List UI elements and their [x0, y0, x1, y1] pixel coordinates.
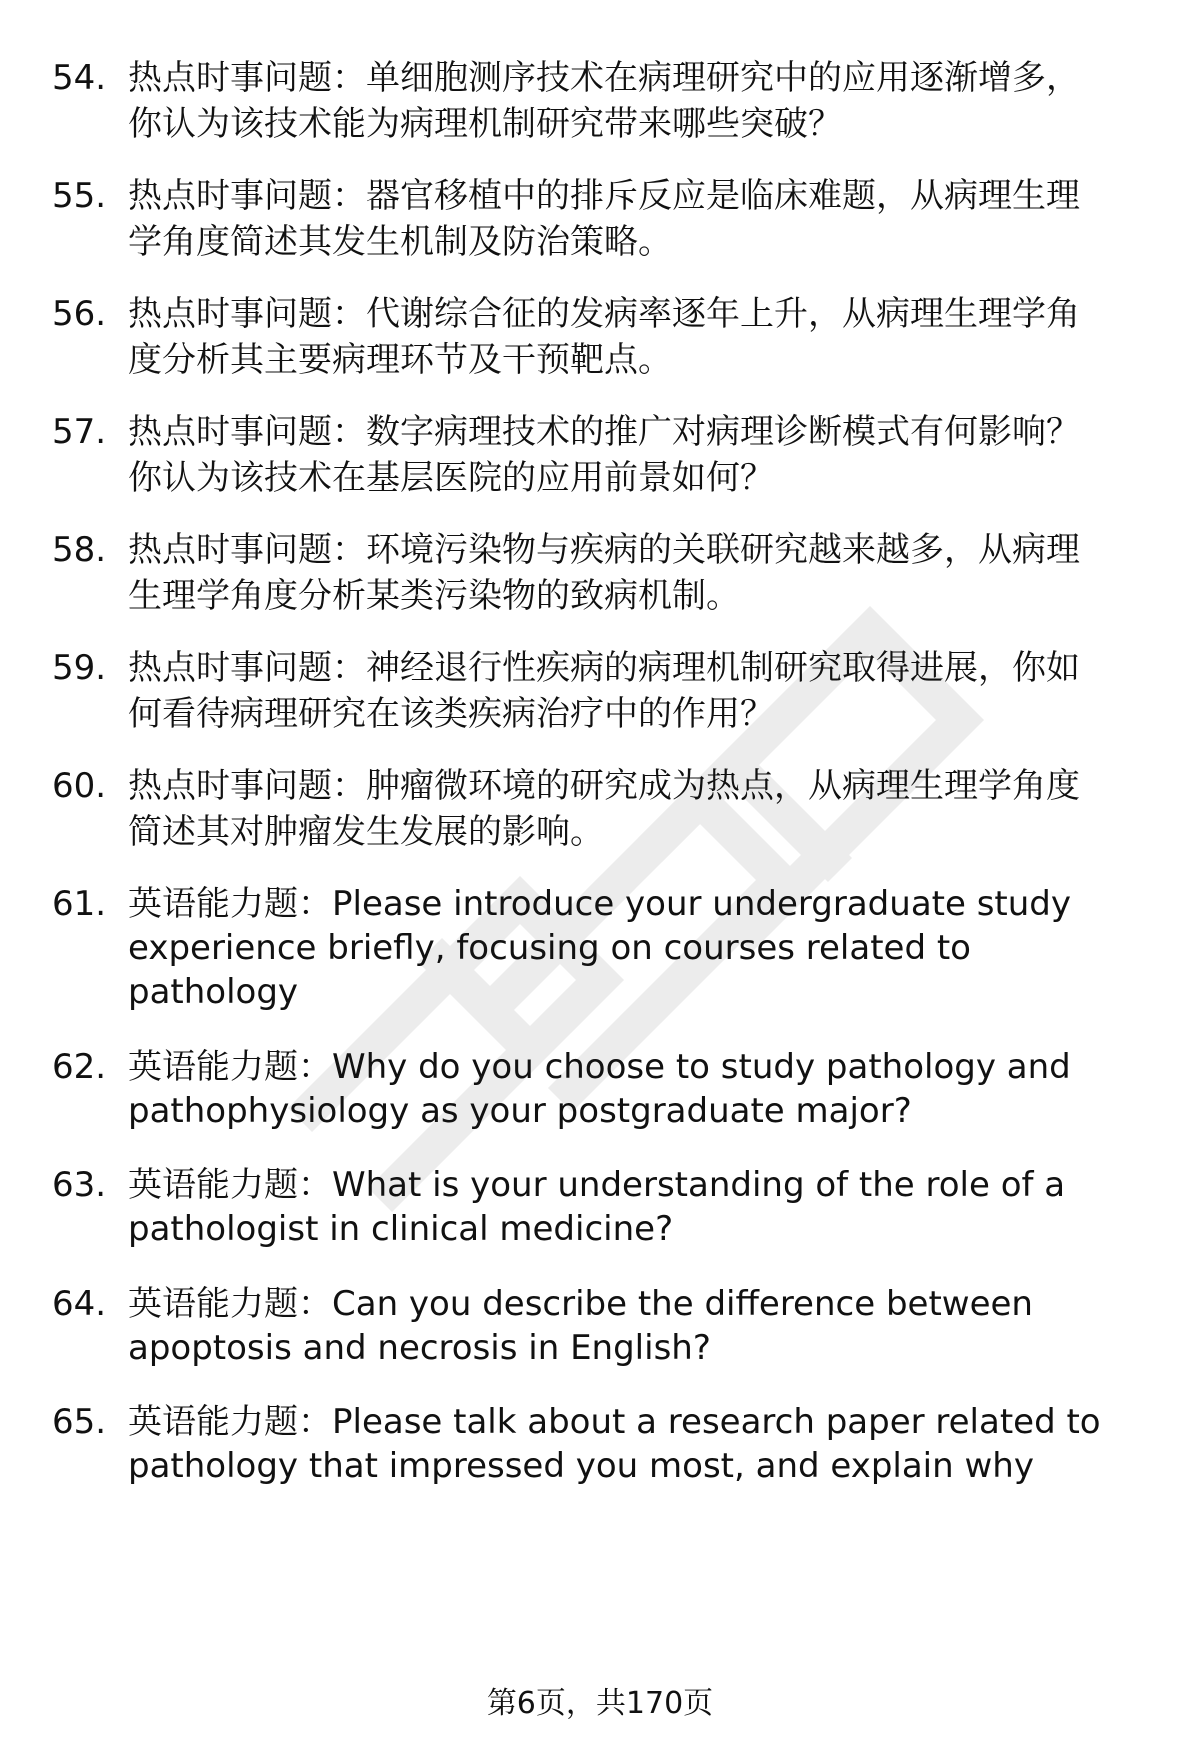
question-text-line: pathology that impressed you most, and explain why: [128, 1446, 1034, 1486]
question-text-line: 你认为该技术能为病理机制研究带来哪些突破？: [128, 104, 842, 144]
question-text-line: 英语能力题：Please talk about a research paper related to: [128, 1402, 1101, 1442]
question-text-line: 英语能力题：Please introduce your undergraduate study: [128, 884, 1072, 924]
question-text-line: 英语能力题：Can you describe the difference between: [128, 1284, 1033, 1324]
question-text-line: 热点时事问题：代谢综合征的发病率逐年上升，从病理生理学角: [128, 294, 1080, 334]
question-number: 65.: [52, 1402, 107, 1442]
question-text-line: 简述其对肿瘤发生发展的影响。: [128, 812, 604, 852]
question-text-line: 学角度简述其发生机制及防治策略。: [128, 222, 672, 262]
question-text-line: 热点时事问题：数字病理技术的推广对病理诊断模式有何影响？: [128, 412, 1080, 452]
question-text-line: 度分析其主要病理环节及干预靶点。: [128, 340, 672, 380]
question-number: 58.: [52, 530, 107, 570]
question-number: 60.: [52, 766, 107, 806]
question-text-line: apoptosis and necrosis in English?: [128, 1328, 711, 1368]
question-text-line: 你认为该技术在基层医院的应用前景如何？: [128, 458, 774, 498]
question-number: 62.: [52, 1047, 107, 1087]
question-number: 57.: [52, 412, 107, 452]
question-text-line: 何看待病理研究在该类疾病治疗中的作用？: [128, 694, 774, 734]
question-number: 64.: [52, 1284, 107, 1324]
question-number: 54.: [52, 58, 107, 98]
question-number: 55.: [52, 176, 107, 216]
page-number-footer: 第6页，共170页: [486, 1686, 714, 1721]
question-text-line: 英语能力题：Why do you choose to study pathology and: [128, 1047, 1071, 1087]
question-number: 56.: [52, 294, 107, 334]
question-text-line: 热点时事问题：神经退行性疾病的病理机制研究取得进展，你如: [128, 648, 1080, 688]
question-text-line: 热点时事问题：环境污染物与疾病的关联研究越来越多，从病理: [128, 530, 1080, 570]
question-text-line: 英语能力题：What is your understanding of the role of a: [128, 1165, 1066, 1205]
question-text-line: pathologist in clinical medicine?: [128, 1209, 674, 1249]
question-text-line: 热点时事问题：单细胞测序技术在病理研究中的应用逐渐增多，: [128, 58, 1080, 98]
question-number: 59.: [52, 648, 107, 688]
question-text-line: experience briefly, focusing on courses related to: [128, 928, 971, 968]
question-text-line: 热点时事问题：肿瘤微环境的研究成为热点，从病理生理学角度: [128, 766, 1080, 806]
question-text-line: 生理学角度分析某类污染物的致病机制。: [128, 576, 740, 616]
question-number: 63.: [52, 1165, 107, 1205]
question-text-line: pathophysiology as your postgraduate major?: [128, 1091, 912, 1131]
question-number: 61.: [52, 884, 107, 924]
question-text-line: 热点时事问题：器官移植中的排斥反应是临床难题，从病理生理: [128, 176, 1080, 216]
question-text-line: pathology: [128, 972, 299, 1012]
